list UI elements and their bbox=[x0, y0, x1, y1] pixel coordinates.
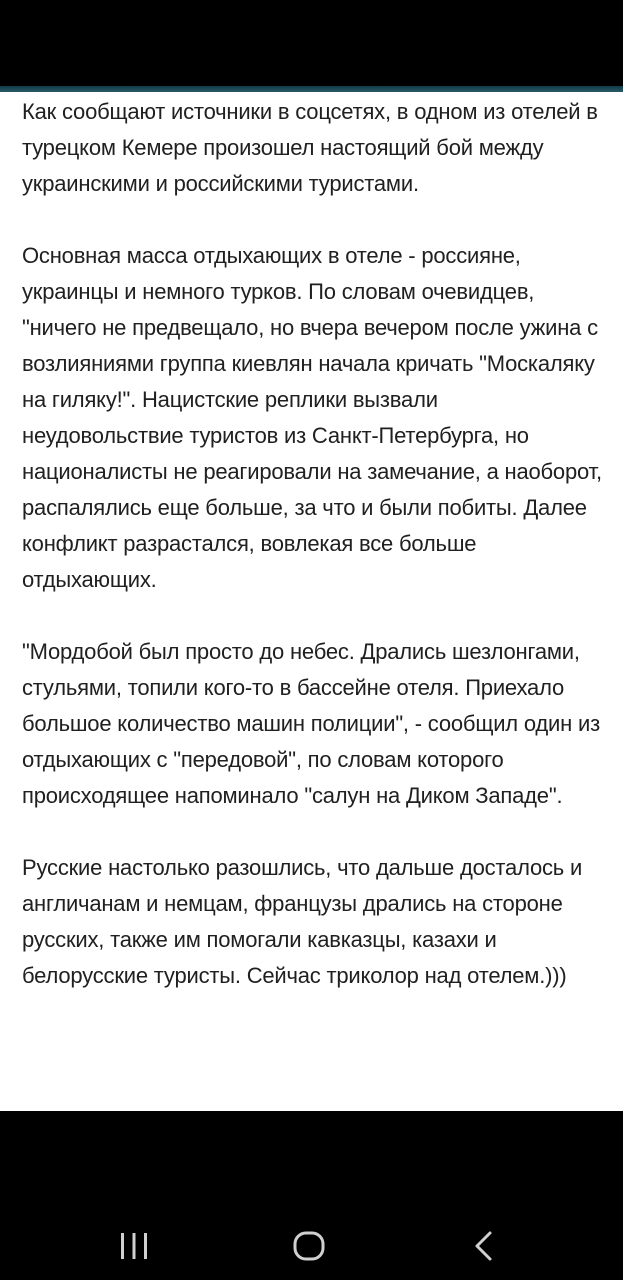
home-button[interactable] bbox=[279, 1216, 339, 1276]
article-paragraph-3: "Мордобой был просто до небес. Дрались шезлонгами, стульями, топили кого-то в бассейне отеля. Приехало большое количество машин полиции", - сообщил один из отдыхающих с "передовой", по словам которого происходящее напоминало "салун на Диком Западе". bbox=[22, 639, 600, 808]
home-icon bbox=[291, 1228, 327, 1264]
article-body[interactable] bbox=[0, 92, 623, 1111]
back-icon bbox=[466, 1228, 502, 1264]
system-navigation-bar bbox=[0, 1111, 623, 1280]
recents-icon bbox=[116, 1230, 152, 1262]
recents-button[interactable] bbox=[104, 1216, 164, 1276]
status-bar-area bbox=[0, 0, 623, 88]
article-paragraph-1: Как сообщают источники в соцсетях, в одном из отелей в турецком Кемере произошел настоящий бой между украинскими и российскими туристами. bbox=[22, 99, 598, 196]
article-paragraph-2: Основная масса отдыхающих в отеле - россияне, украинцы и немного турков. По словам очевидцев, "ничего не предвещало, но вчера вечером после ужина с возлияниями группа киевлян начала кричать "Москаляку на гиляку!". Нацистские реплики вызвали неудовольствие туристов из Санкт-Петербурга, но националисты не реагировали на замечание, а наоборот, распалялись еще больше, за что и были побиты. Далее конфликт разрастался, вовлекая все больше отдыхающих. bbox=[22, 243, 602, 592]
back-button[interactable] bbox=[454, 1216, 514, 1276]
article-paragraph-4: Русские настолько разошлись, что дальше досталось и англичанам и немцам, французы дрались на стороне русских, также им помогали кавказцы, казахи и белорусские туристы. Сейчас триколор над отелем.))) bbox=[22, 855, 583, 988]
